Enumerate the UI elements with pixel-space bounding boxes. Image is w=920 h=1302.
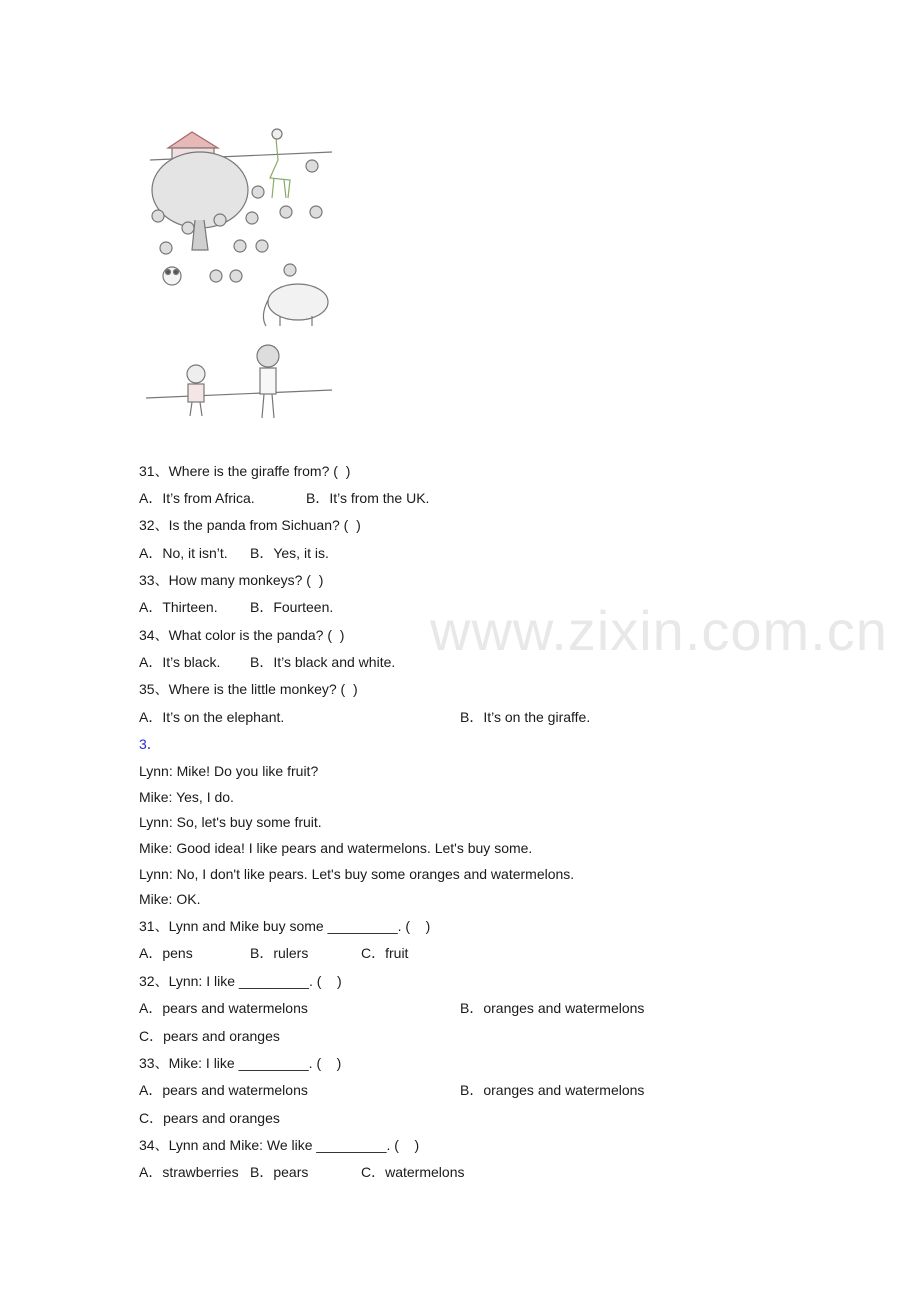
question-33: 33、How many monkeys? ( ) (139, 572, 324, 588)
option-a: A．pens (139, 945, 193, 961)
option-a: A．pears and watermelons (139, 1000, 308, 1016)
tree-icon (152, 152, 248, 250)
giraffe-icon (270, 129, 290, 198)
option-b: B．oranges and watermelons (460, 1000, 645, 1016)
option-a: A．strawberries (139, 1164, 239, 1180)
question-32b: 32、Lynn: I like _________. ( ) (139, 973, 342, 989)
dialogue-line: Mike: OK. (139, 891, 201, 907)
option-b: B．It’s from the UK. (306, 490, 430, 506)
option-a: A．It’s on the elephant. (139, 709, 285, 725)
dialogue-line: Mike: Good idea! I like pears and watermelons. Let's buy some. (139, 840, 533, 856)
option-b: B．oranges and watermelons (460, 1082, 645, 1098)
option-b: B．pears (250, 1164, 309, 1180)
boy-icon (187, 365, 205, 416)
dialogue-line: Mike: Yes, I do. (139, 789, 234, 805)
dialogue-line: Lynn: No, I don't like pears. Let's buy some oranges and watermelons. (139, 866, 575, 882)
question-33b: 33、Mike: I like _________. ( ) (139, 1055, 342, 1071)
option-b: B．Yes, it is. (250, 545, 329, 561)
option-a: A．Thirteen. (139, 599, 218, 615)
option-b: B．rulers (250, 945, 309, 961)
option-c: C．pears and oranges (139, 1028, 280, 1044)
question-31: 31、Where is the giraffe from? ( ) (139, 463, 351, 479)
girl-icon (257, 345, 279, 418)
option-a: A．pears and watermelons (139, 1082, 308, 1098)
question-34b: 34、Lynn and Mike: We like _________. ( ) (139, 1137, 420, 1153)
option-c: C．fruit (361, 945, 409, 961)
option-a: A．It’s from Africa. (139, 490, 255, 506)
dialogue-line: Lynn: Mike! Do you like fruit? (139, 763, 319, 779)
option-b: B．It’s on the giraffe. (460, 709, 591, 725)
panda-icon (163, 267, 181, 285)
question-34: 34、What color is the panda? ( ) (139, 627, 345, 643)
option-b: B．Fourteen. (250, 599, 334, 615)
question-35: 35、Where is the little monkey? ( ) (139, 681, 358, 697)
option-c: C．watermelons (361, 1164, 465, 1180)
elephant-icon (263, 284, 328, 326)
option-a: A．It’s black. (139, 654, 221, 670)
question-31b: 31、Lynn and Mike buy some _________. ( ) (139, 918, 431, 934)
option-a: A．No, it isn’t. (139, 545, 228, 561)
option-c: C．pears and oranges (139, 1110, 280, 1126)
section-number: 3． (139, 736, 161, 752)
zoo-illustration (140, 120, 340, 430)
option-b: B．It’s black and white. (250, 654, 396, 670)
dialogue-line: Lynn: So, let's buy some fruit. (139, 814, 322, 830)
question-32: 32、Is the panda from Sichuan? ( ) (139, 517, 361, 533)
watermark: www.zixin.com.cn (430, 599, 888, 662)
